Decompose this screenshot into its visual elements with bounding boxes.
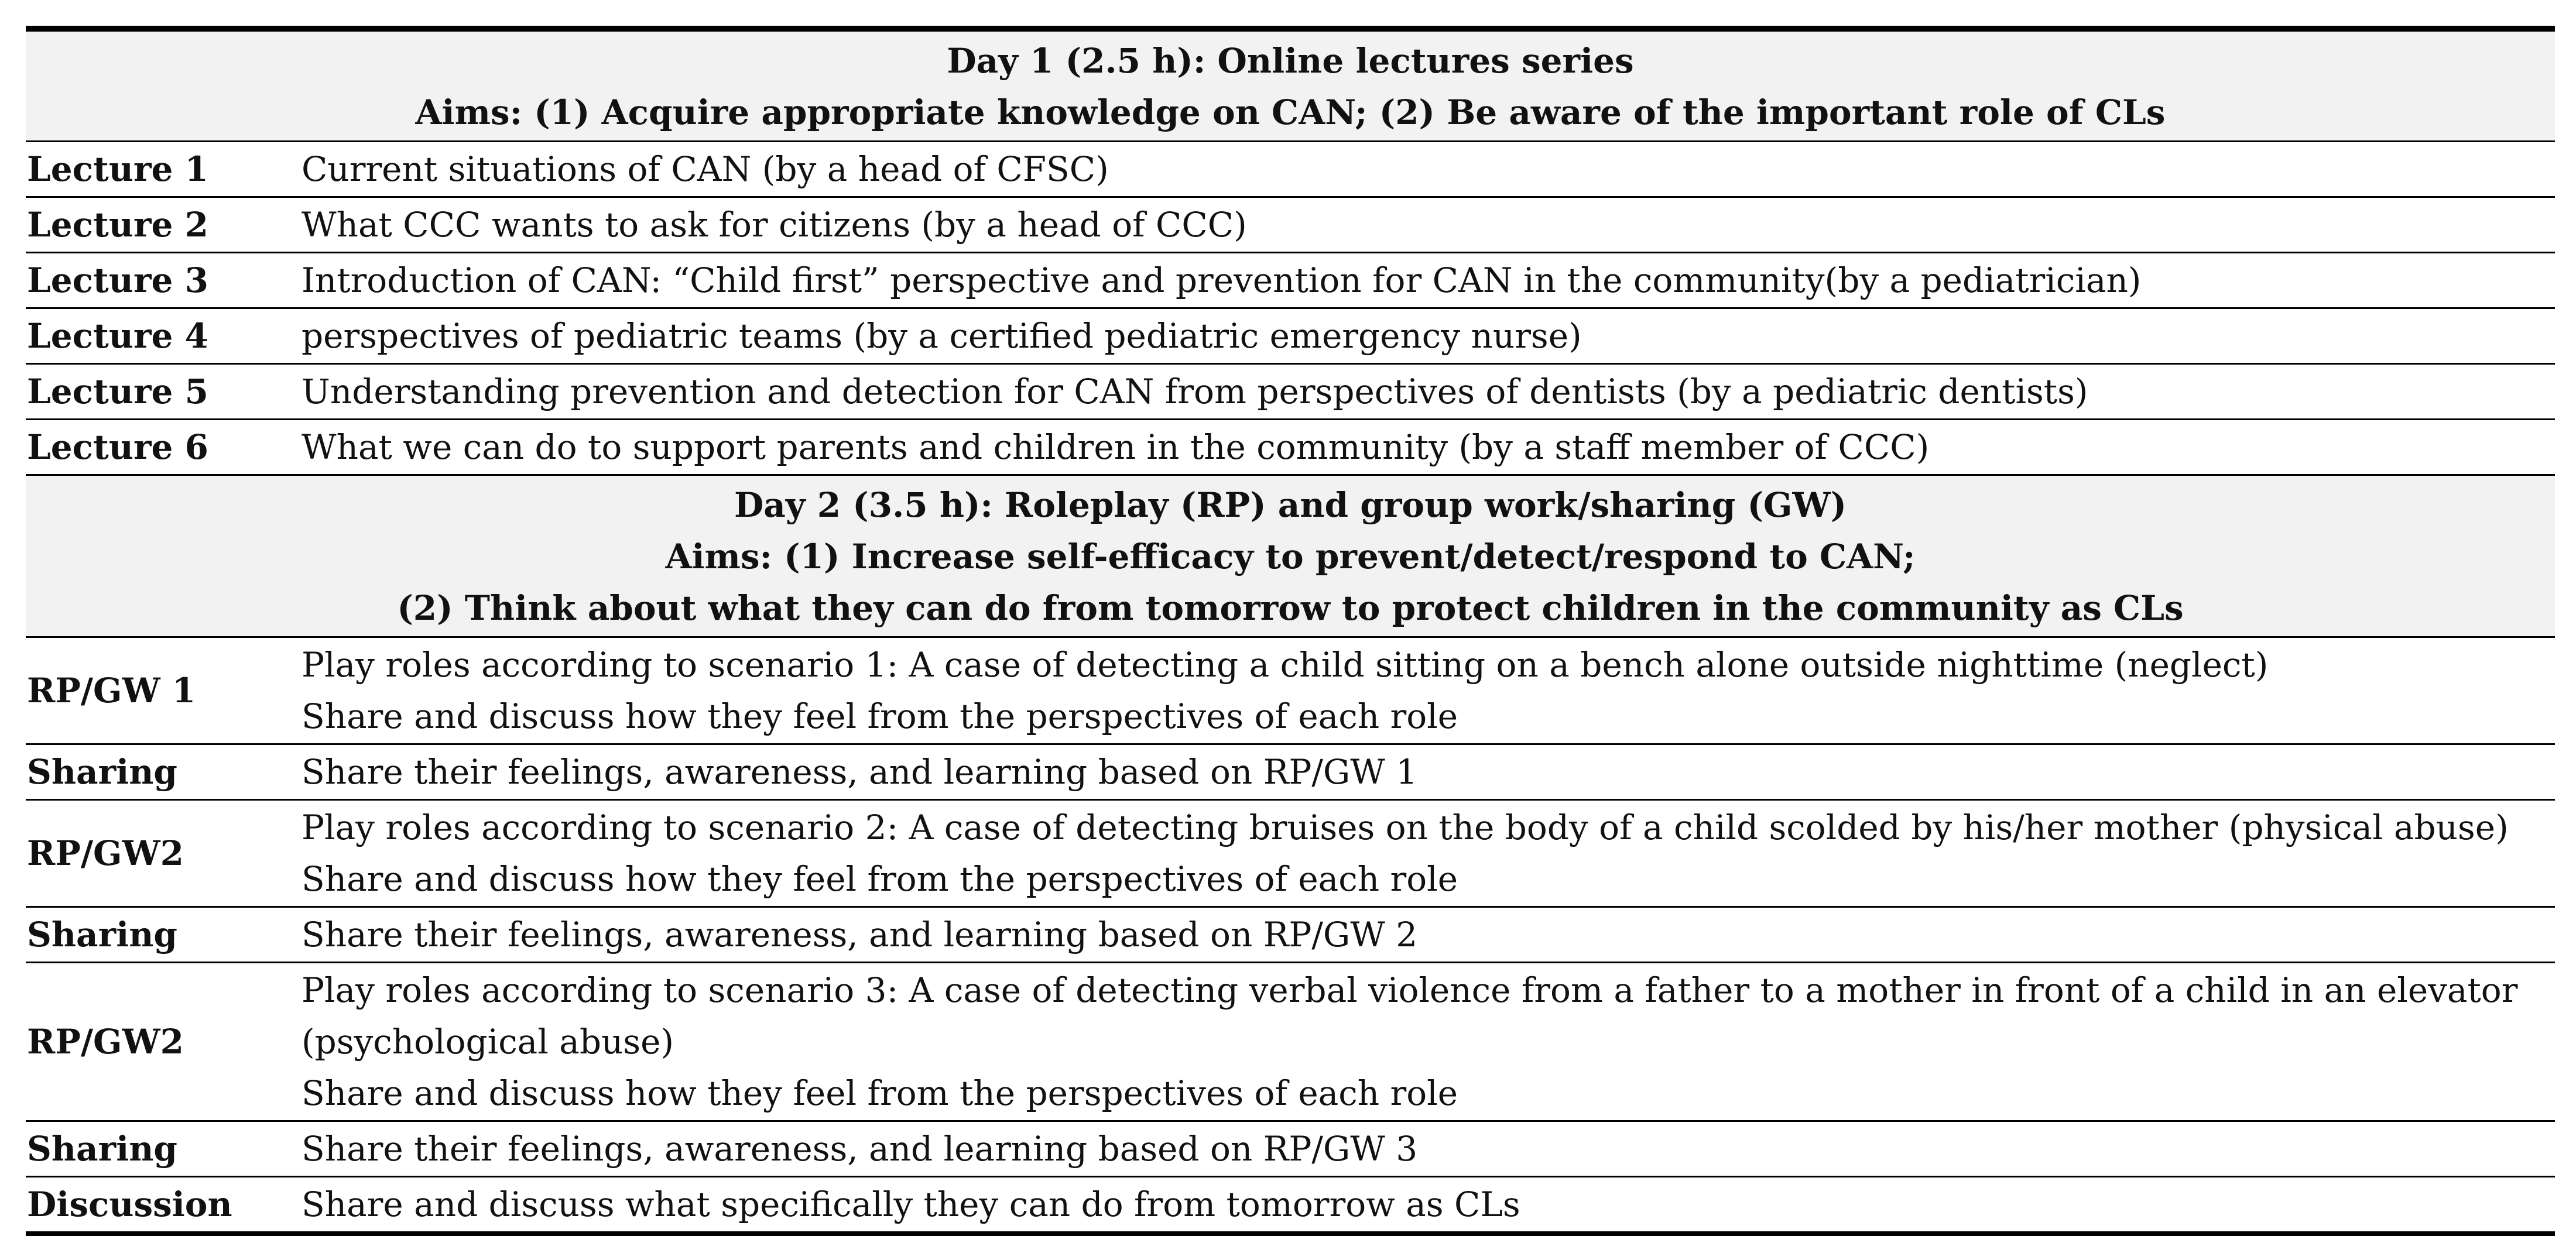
row-description-line: Share their feelings, awareness, and learning based on RP/GW 1 <box>302 752 1418 792</box>
table-row <box>26 963 2555 1121</box>
row-description-line: Share their feelings, awareness, and learning based on RP/GW 2 <box>302 915 1418 955</box>
row-description-line: Share and discuss how they feel from the perspectives of each role <box>302 696 1458 736</box>
row-description <box>298 637 2555 744</box>
row-label: Lecture 4 <box>27 316 208 356</box>
row-label: RP/GW2 <box>27 1022 184 1062</box>
row-description-line: What CCC wants to ask for citizens (by a head of CCC) <box>302 205 1247 245</box>
row-description <box>298 197 2555 253</box>
row-label: Sharing <box>27 915 177 955</box>
row-description-line: perspectives of pediatric teams (by a certified pediatric emergency nurse) <box>302 316 1582 356</box>
row-label: Lecture 3 <box>27 260 208 300</box>
table-row <box>26 744 2555 800</box>
row-description <box>298 142 2555 197</box>
day1-title: Day 1 (2.5 h): Online lectures series <box>947 41 1634 81</box>
table-row <box>26 308 2555 364</box>
table-row <box>26 1177 2555 1234</box>
row-label: Lecture 2 <box>27 205 208 245</box>
row-label: Sharing <box>27 1129 177 1169</box>
row-description-line: Understanding prevention and detection for CAN from perspectives of dentists (by a pediatric dentists) <box>302 372 2088 411</box>
row-description-line: Play roles according to scenario 2: A case of detecting bruises on the body of a child scolded by his/her mother (physical abuse) <box>302 808 2509 847</box>
row-description <box>298 1177 2555 1234</box>
row-description <box>298 744 2555 800</box>
row-label: Sharing <box>27 752 177 792</box>
row-description <box>298 1121 2555 1177</box>
row-description <box>298 963 2555 1121</box>
day1-aims: Aims: (1) Acquire appropriate knowledge on CAN; (2) Be aware of the important role of CLs <box>415 92 2166 132</box>
row-label: RP/GW2 <box>27 833 184 873</box>
day2-aims-line-1: Aims: (1) Increase self-efficacy to prevent/detect/respond to CAN; <box>665 537 1916 576</box>
row-description-line: Share and discuss what specifically they can do from tomorrow as CLs <box>302 1184 1520 1224</box>
program-table-container <box>26 26 2555 1236</box>
day1-header <box>26 29 2555 142</box>
row-description-line: What we can do to support parents and children in the community (by a staff member of CCC) <box>302 427 1930 467</box>
row-label: RP/GW 1 <box>27 671 196 710</box>
table-row <box>26 253 2555 308</box>
row-description-line: Introduction of CAN: “Child first” perspective and prevention for CAN in the community(by a pediatrician) <box>302 260 2142 300</box>
table-row <box>26 1121 2555 1177</box>
table-row <box>26 800 2555 907</box>
row-label: Lecture 5 <box>27 372 208 411</box>
row-description-line: (psychological abuse) <box>302 1022 674 1062</box>
row-description <box>298 364 2555 420</box>
row-description <box>298 308 2555 364</box>
day2-header-cell <box>26 475 2555 637</box>
table-row <box>26 142 2555 197</box>
day2-header <box>26 475 2555 637</box>
program-table <box>26 26 2555 1236</box>
row-description-line: Share their feelings, awareness, and learning based on RP/GW 3 <box>302 1129 1418 1169</box>
row-label: Discussion <box>27 1184 232 1224</box>
table-row <box>26 364 2555 420</box>
row-description <box>298 907 2555 963</box>
row-label: Lecture 1 <box>27 149 208 189</box>
day2-aims-line-2: (2) Think about what they can do from tomorrow to protect children in the community as CLs <box>397 588 2184 628</box>
row-description-line: Play roles according to scenario 3: A case of detecting verbal violence from a father to a mother in front of a child in an elevator <box>302 970 2518 1010</box>
row-description <box>298 420 2555 475</box>
row-description-line: Share and discuss how they feel from the perspectives of each role <box>302 1073 1458 1113</box>
row-description-line: Play roles according to scenario 1: A case of detecting a child sitting on a bench alone outside nighttime (neglect) <box>302 645 2269 685</box>
row-label: Lecture 6 <box>27 427 208 467</box>
table-row <box>26 197 2555 253</box>
day2-title: Day 2 (3.5 h): Roleplay (RP) and group work/sharing (GW) <box>734 485 1847 525</box>
table-row <box>26 637 2555 744</box>
row-description <box>298 800 2555 907</box>
row-description <box>298 253 2555 308</box>
row-description-line: Current situations of CAN (by a head of CFSC) <box>302 149 1109 189</box>
table-row <box>26 420 2555 475</box>
day1-header-cell <box>26 29 2555 142</box>
row-description-line: Share and discuss how they feel from the perspectives of each role <box>302 859 1458 899</box>
table-row <box>26 907 2555 963</box>
